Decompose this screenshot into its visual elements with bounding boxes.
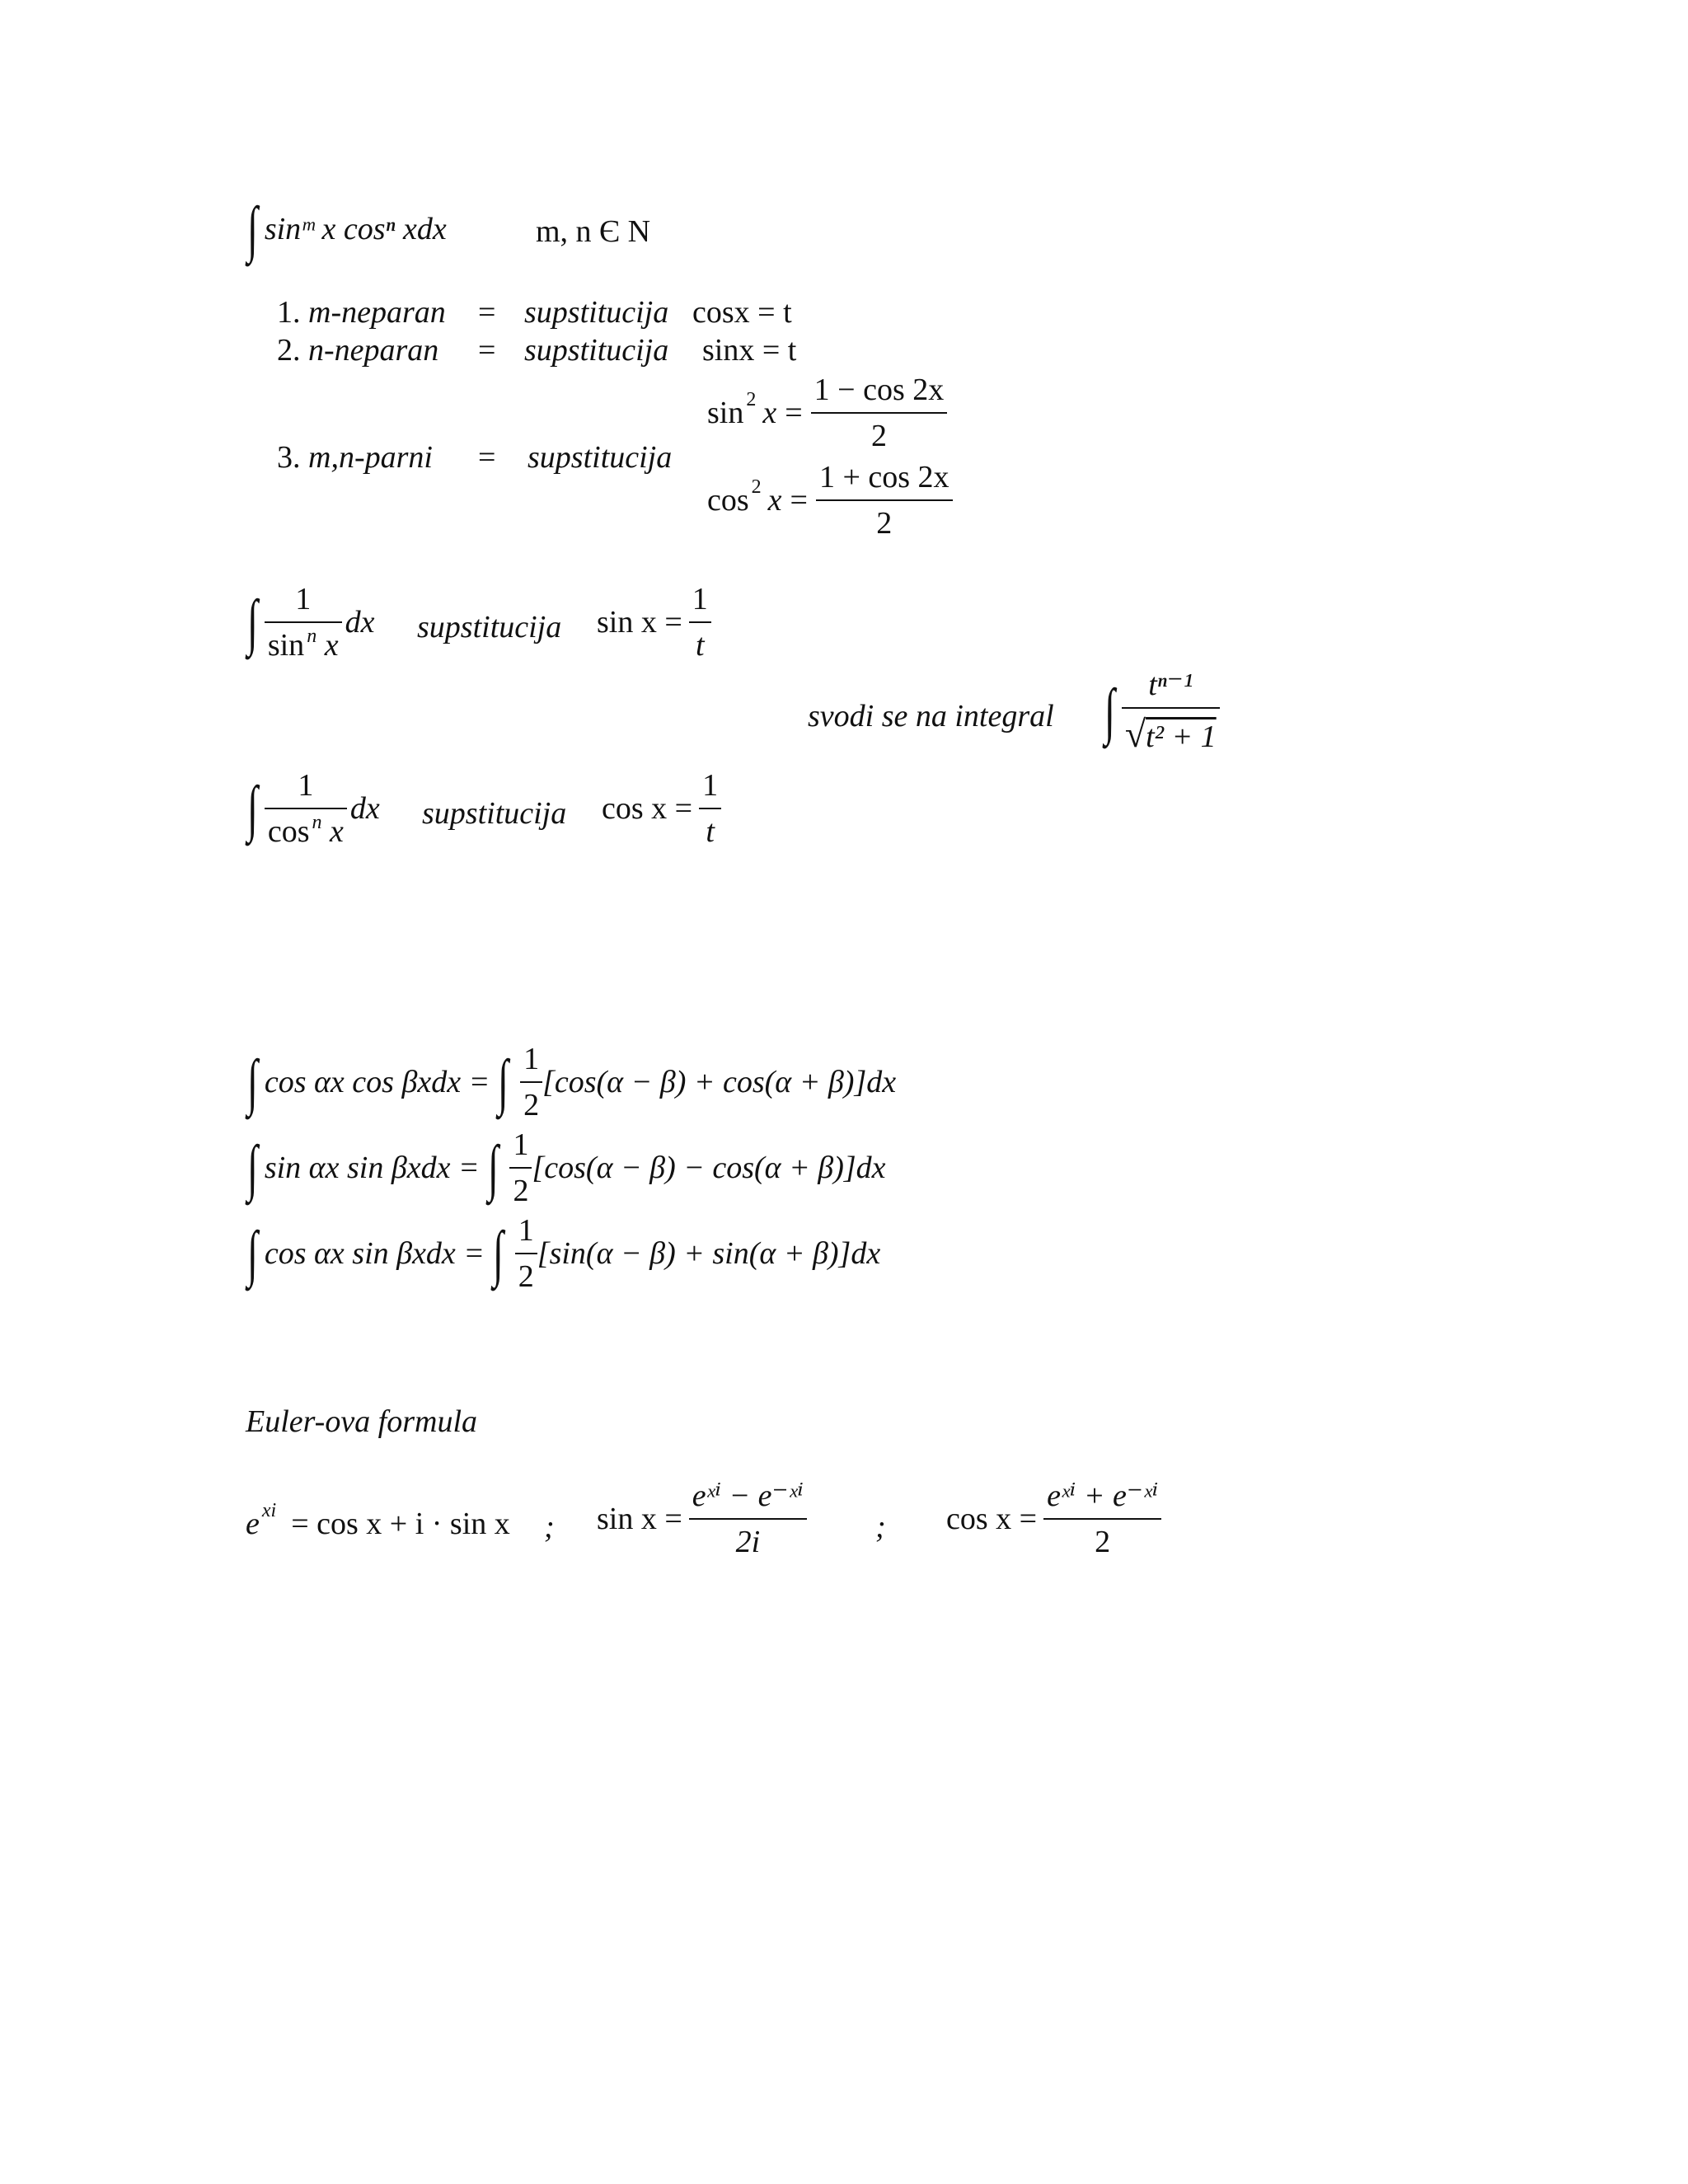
fraction-numerator: eˣⁱ − e⁻ˣⁱ: [692, 1479, 804, 1513]
case-index: 2.: [277, 333, 301, 368]
sin-label: sin: [707, 396, 744, 430]
formula-lhs: cos αx cos βxdx =: [264, 1065, 490, 1099]
fraction-numerator: 1: [518, 1213, 534, 1248]
fraction-numerator: eˣⁱ + e⁻ˣⁱ: [1047, 1479, 1159, 1513]
fraction-numerator: 1: [513, 1127, 529, 1162]
fraction-denominator: √t² + 1: [1124, 713, 1217, 755]
fraction-denominator: 2: [876, 506, 893, 541]
fraction-denominator: t: [706, 814, 715, 849]
half-fraction: [509, 1129, 532, 1207]
fraction-denominator: 2: [1095, 1525, 1111, 1559]
header-integral-expr: sinᵐ x cosⁿ xdx: [264, 212, 447, 246]
case-1-eq: =: [478, 295, 496, 330]
sin-label: sin: [267, 628, 305, 663]
integral-sign: ∫: [247, 1047, 258, 1117]
case-index: 3.: [277, 440, 301, 475]
integral-sign: ∫: [247, 774, 258, 843]
case-1: [277, 297, 446, 328]
fraction-denominator: 2: [518, 1259, 534, 1294]
cos-label: cos: [707, 483, 749, 518]
reciprocal-sin-integral: ∫ $\frac{1}{\sin ^n x}$ dx: [247, 582, 375, 663]
cos-squared-fraction: [816, 462, 953, 539]
integral-sign: ∫: [247, 1219, 258, 1288]
integral-sign: ∫: [498, 1047, 509, 1117]
case-2-method: supstitucija: [524, 333, 669, 368]
euler-sin-fraction: [689, 1480, 807, 1558]
fraction-numerator: 1: [523, 1042, 540, 1076]
fraction-numerator: 1: [702, 768, 719, 803]
fraction-numerator: 1: [298, 768, 314, 803]
half-fraction: [520, 1043, 542, 1121]
formula-lhs: cos αx sin βxdx =: [264, 1236, 485, 1271]
euler-cos-fraction: [1043, 1480, 1161, 1558]
cos-squared-formula: cos 2 x = $\frac{1 + \cos 2x}{2}$: [707, 462, 953, 539]
case-1-method: supstitucija: [524, 295, 669, 330]
reciprocal-sin-sub: [597, 583, 711, 661]
case-name: n-neparan: [308, 333, 439, 368]
euler-rhs: = cos x + i · sin x: [291, 1507, 510, 1541]
fraction-denominator: 2i: [735, 1525, 761, 1559]
sub-fraction: [689, 583, 711, 661]
product-to-sum-3: [247, 1215, 880, 1292]
reciprocal-cos-method: supstitucija: [422, 796, 567, 831]
reciprocal-cos-sub: [602, 770, 721, 847]
case-index: 1.: [277, 295, 301, 330]
integral-sign: ∫: [247, 194, 258, 264]
euler-cos-formula: [946, 1480, 1161, 1558]
case-3-eq: =: [478, 440, 496, 475]
fraction-denominator: 2: [513, 1174, 529, 1208]
case-2: [277, 335, 438, 366]
sub-lhs: sin x =: [597, 605, 682, 640]
sub-lhs: cos x =: [602, 791, 693, 826]
exp-power: xi: [261, 1500, 277, 1521]
case-name: m-neparan: [308, 295, 446, 330]
fraction-numerator: 1: [692, 582, 708, 616]
formula-lhs: cos x =: [946, 1502, 1038, 1536]
formula-rhs: [cos(α − β) − cos(α + β)]dx: [532, 1151, 886, 1185]
case-2-rule: sinx = t: [702, 333, 797, 368]
fraction-numerator: 1 − cos 2x: [814, 373, 945, 407]
fraction-denominator: cos $^n$ x: [267, 812, 344, 849]
euler-separator-1: ;: [544, 1510, 555, 1544]
integral-sign: ∫: [487, 1133, 499, 1202]
sin-squared-fraction: [811, 374, 948, 452]
cos-label: cos: [267, 814, 310, 849]
formula-lhs: sin x =: [597, 1502, 682, 1536]
formula-lhs: sin αx sin βxdx =: [264, 1151, 480, 1185]
formula-rhs: [cos(α − β) + cos(α + β)]dx: [542, 1065, 897, 1099]
fraction-numerator: 1: [295, 582, 312, 616]
euler-formula: [246, 1500, 510, 1541]
integral-sign: ∫: [492, 1219, 504, 1288]
integral-sign: ∫: [1104, 677, 1115, 746]
fraction-denominator: 2: [870, 419, 887, 453]
sqrt-content: t² + 1: [1146, 719, 1217, 754]
integral-sign: ∫: [247, 1133, 258, 1202]
exp-base: e: [246, 1507, 260, 1541]
reciprocal-cos-fraction: [265, 770, 347, 847]
reduced-fraction: [1122, 669, 1220, 753]
case-name: m,n-parni: [308, 440, 433, 475]
case-1-rule: cosx = t: [692, 295, 792, 330]
fraction-denominator: sin $^n$ x: [267, 626, 339, 663]
euler-sin-formula: [597, 1480, 807, 1558]
fraction-numerator: tⁿ⁻¹: [1148, 668, 1193, 702]
fraction-numerator: 1 + cos 2x: [818, 460, 950, 494]
sub-fraction: [699, 770, 721, 847]
reduced-integral: [1104, 669, 1220, 753]
product-to-sum-1: [247, 1043, 896, 1121]
header-condition: m, n Є N: [536, 214, 651, 249]
formula-rhs: [sin(α − β) + sin(α + β)]dx: [537, 1236, 881, 1271]
half-fraction: [515, 1215, 537, 1292]
reciprocal-cos-integral: ∫ $\frac{1}{\cos ^n x}$ dx: [247, 768, 380, 849]
reciprocal-sin-method: supstitucija: [417, 610, 562, 644]
reduces-to-text: svodi se na integral: [808, 699, 1054, 733]
sin-squared-formula: sin 2 x = $\frac{1 - \cos 2x}{2}$: [707, 374, 947, 452]
product-to-sum-2: [247, 1129, 886, 1207]
case-2-eq: =: [478, 333, 496, 368]
euler-title: Euler-ova formula: [246, 1404, 478, 1439]
reciprocal-sin-fraction: [265, 583, 342, 661]
integral-sign: ∫: [247, 588, 258, 657]
case-3-method: supstitucija: [528, 440, 673, 475]
fraction-denominator: t: [696, 628, 705, 663]
case-3: [277, 442, 433, 473]
fraction-denominator: 2: [523, 1088, 540, 1122]
euler-separator-2: ;: [875, 1510, 886, 1544]
header-integral: [247, 194, 447, 264]
